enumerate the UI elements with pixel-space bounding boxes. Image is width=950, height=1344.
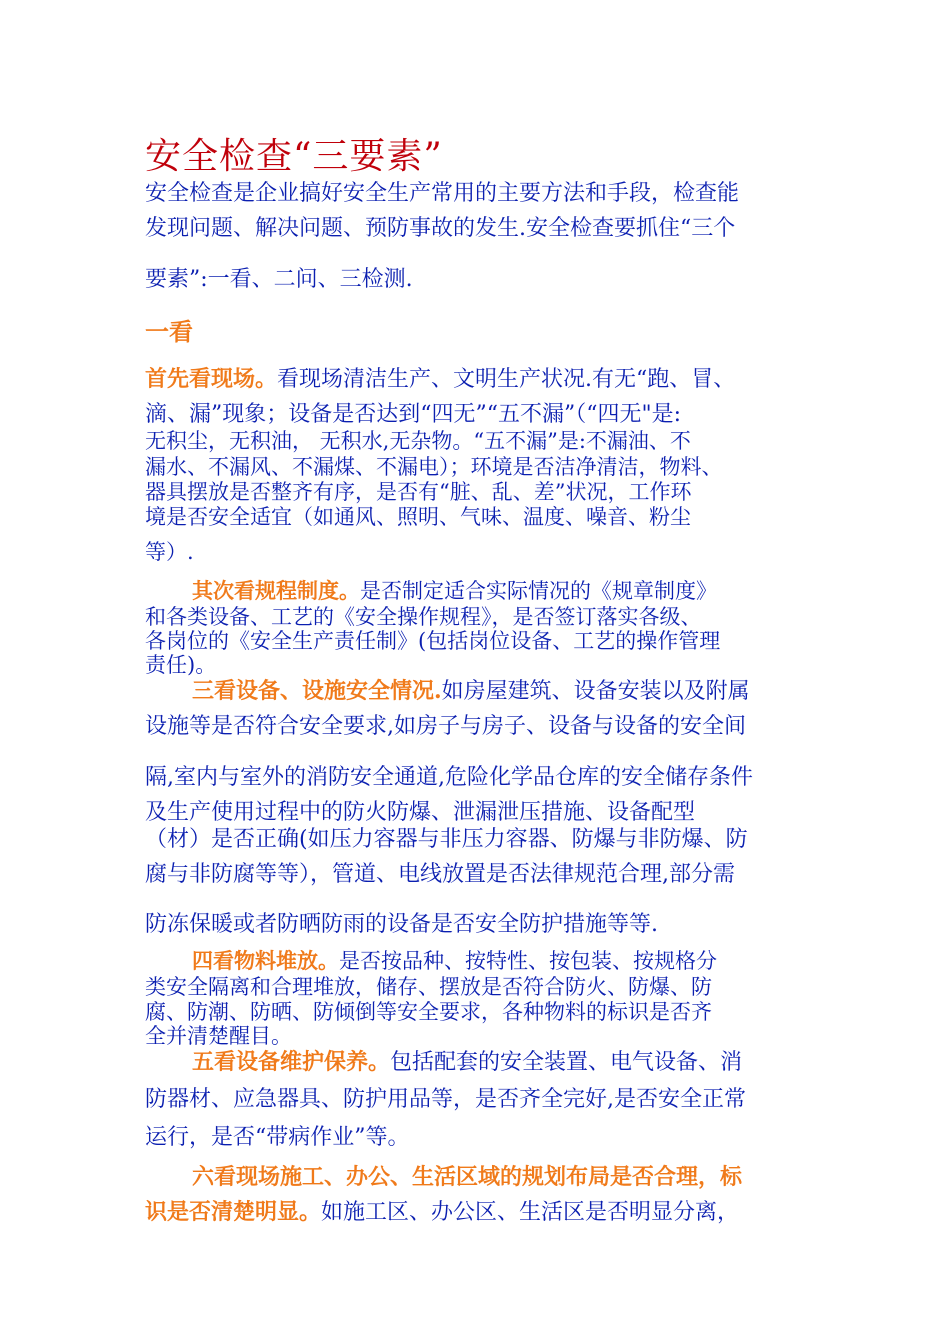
p1-line-2: 滴、漏”现象；设备是否达到“四无”“五不漏”（“四无"是: bbox=[145, 402, 682, 427]
p6-line-2 bbox=[145, 1195, 739, 1226]
intro-line-2: 发现问题、解决问题、预防事故的发生.安全检查要抓住“三个 bbox=[145, 216, 736, 241]
p1-line-1 bbox=[145, 362, 735, 393]
p5-line-3: 运行，是否“带病作业”等。 bbox=[145, 1125, 410, 1150]
p5-text: 包括配套的安全装置、电气设备、消 bbox=[390, 1050, 743, 1075]
p6-text: 如施工区、办公区、生活区是否明显分离， bbox=[321, 1200, 740, 1225]
p3-line-3: 隔,室内与室外的消防安全通道,危险化学品仓库的安全储存条件 bbox=[145, 765, 753, 790]
p3-line-5: （材）是否正确(如压力容器与非压力容器、防爆与非防爆、防 bbox=[145, 827, 748, 852]
p1-line-6: 境是否安全适宜（如通风、照明、气味、温度、噪音、粉尘 bbox=[145, 505, 691, 529]
p1-heading: 首先看现场。 bbox=[145, 366, 278, 392]
p3-line-1 bbox=[192, 674, 750, 705]
p5-line-2: 防器材、应急器具、防护用品等，是否齐全完好,是否安全正常 bbox=[145, 1087, 746, 1112]
p6-heading-line-1: 六看现场施工、办公、生活区域的规划布局是否合理，标 bbox=[192, 1164, 743, 1190]
p2-line-2: 和各类设备、工艺的《安全操作规程》，是否签订落实各级、 bbox=[145, 605, 702, 629]
p4-heading: 四看物料堆放。 bbox=[192, 948, 339, 973]
p3-line-2: 设施等是否符合安全要求,如房子与房子、设备与设备的安全间 bbox=[145, 714, 746, 739]
p1-line-4: 漏水、不漏风、不漏煤、不漏电）；环境是否洁净清洁，物料、 bbox=[145, 455, 723, 479]
p2-heading: 其次看规程制度。 bbox=[192, 578, 360, 603]
intro-line-3: 要素”:一看、二问、三检测. bbox=[145, 267, 413, 292]
p1-line-5: 器具摆放是否整齐有序，是否有“脏、乱、差”状况，工作环 bbox=[145, 480, 692, 504]
p3-line-7: 防冻保暖或者防晒防雨的设备是否安全防护措施等等. bbox=[145, 912, 658, 937]
p4-line-4: 全并清楚醒目。 bbox=[145, 1024, 292, 1048]
p1-line-7: 等）. bbox=[145, 540, 194, 564]
p3-heading: 三看设备、设施安全情况. bbox=[192, 678, 442, 704]
p5-line-1 bbox=[192, 1045, 742, 1076]
p3-text: 如房屋建筑、设备安装以及附属 bbox=[441, 679, 750, 704]
page-title: 安全检查“三要素” bbox=[145, 136, 443, 177]
p1-text: 看现场清洁生产、文明生产状况.有无“跑、冒、 bbox=[277, 367, 736, 392]
p4-text: 是否按品种、按特性、按包装、按规格分 bbox=[339, 949, 717, 973]
p2-line-3: 各岗位的《安全生产责任制》(包括岗位设备、工艺的操作管理 bbox=[145, 629, 721, 653]
p2-line-4: 责任)。 bbox=[145, 653, 217, 677]
p6-heading-2: 识是否清楚明显。 bbox=[145, 1199, 322, 1225]
p3-line-6: 腐与非防腐等等），管道、电线放置是否法律规范合理,部分需 bbox=[145, 862, 735, 887]
p5-heading: 五看设备维护保养。 bbox=[192, 1049, 391, 1075]
p1-line-3: 无积尘，无积油， 无积水,无杂物。“五不漏”是:不漏油、不 bbox=[145, 429, 691, 453]
intro-line-1: 安全检查是企业搞好安全生产常用的主要方法和手段，检查能 bbox=[145, 181, 740, 206]
p4-line-3: 腐、防潮、防晒、防倾倒等安全要求，各种物料的标识是否齐 bbox=[145, 1000, 712, 1024]
p4-line-2: 类安全隔离和合理堆放，储存、摆放是否符合防火、防爆、防 bbox=[145, 975, 712, 999]
p2-text: 是否制定适合实际情况的《规章制度》 bbox=[360, 579, 717, 603]
section-heading: 一看 bbox=[145, 317, 193, 346]
p3-line-4: 及生产使用过程中的防火防爆、泄漏泄压措施、设备配型 bbox=[145, 800, 696, 825]
